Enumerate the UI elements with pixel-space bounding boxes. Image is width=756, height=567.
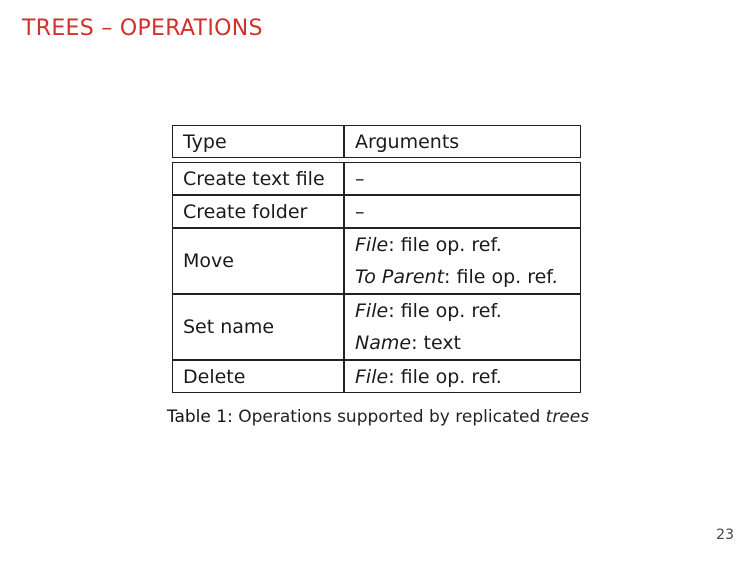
arg-value: –: [355, 167, 365, 190]
arg-line: [355, 327, 570, 359]
arg-value: file op. ref.: [394, 365, 502, 388]
operations-table: [172, 125, 581, 393]
arg-name: Name: [355, 332, 412, 354]
arg-value: file op. ref.: [450, 266, 558, 288]
arg-sep: :: [388, 365, 395, 388]
arg-line: [355, 295, 570, 327]
cell-arguments: [344, 162, 581, 195]
table-caption: [0, 407, 756, 427]
caption-text: Operations supported by replicated: [232, 407, 546, 427]
arg-sep: :: [411, 332, 418, 354]
caption-label: Table 1:: [166, 407, 233, 427]
arg-value: text: [417, 332, 462, 354]
table-row: [172, 360, 581, 393]
cell-type: Delete: [172, 360, 344, 393]
arg-sep: :: [388, 234, 395, 256]
header-arguments: Arguments: [344, 125, 581, 158]
cell-type: Create text file: [172, 162, 344, 195]
header-type: Type: [172, 125, 344, 158]
cell-arguments: [344, 294, 581, 360]
slide-title: TREES – OPERATIONS: [22, 16, 263, 41]
table-row: [172, 162, 581, 195]
arg-value: file op. ref.: [394, 300, 502, 322]
arg-line: [355, 261, 570, 293]
cell-type: Move: [172, 228, 344, 294]
table-row: [172, 294, 581, 360]
cell-arguments: [344, 360, 581, 393]
table-row: [172, 195, 581, 228]
arg-value: –: [355, 200, 365, 223]
arg-name: File: [355, 365, 389, 388]
table-header-row: [172, 125, 581, 158]
page-number: 23: [716, 527, 734, 543]
arg-sep: :: [388, 300, 395, 322]
cell-arguments: [344, 195, 581, 228]
arg-sep: :: [444, 266, 451, 288]
arg-name: File: [355, 300, 389, 322]
arg-name: To Parent: [355, 266, 445, 288]
arg-line: [355, 229, 570, 261]
arg-value: file op. ref.: [394, 234, 502, 256]
cell-type: Set name: [172, 294, 344, 360]
caption-emphasis: trees: [545, 407, 590, 427]
cell-arguments: [344, 228, 581, 294]
arg-name: File: [355, 234, 389, 256]
table-row: [172, 228, 581, 294]
cell-type: Create folder: [172, 195, 344, 228]
